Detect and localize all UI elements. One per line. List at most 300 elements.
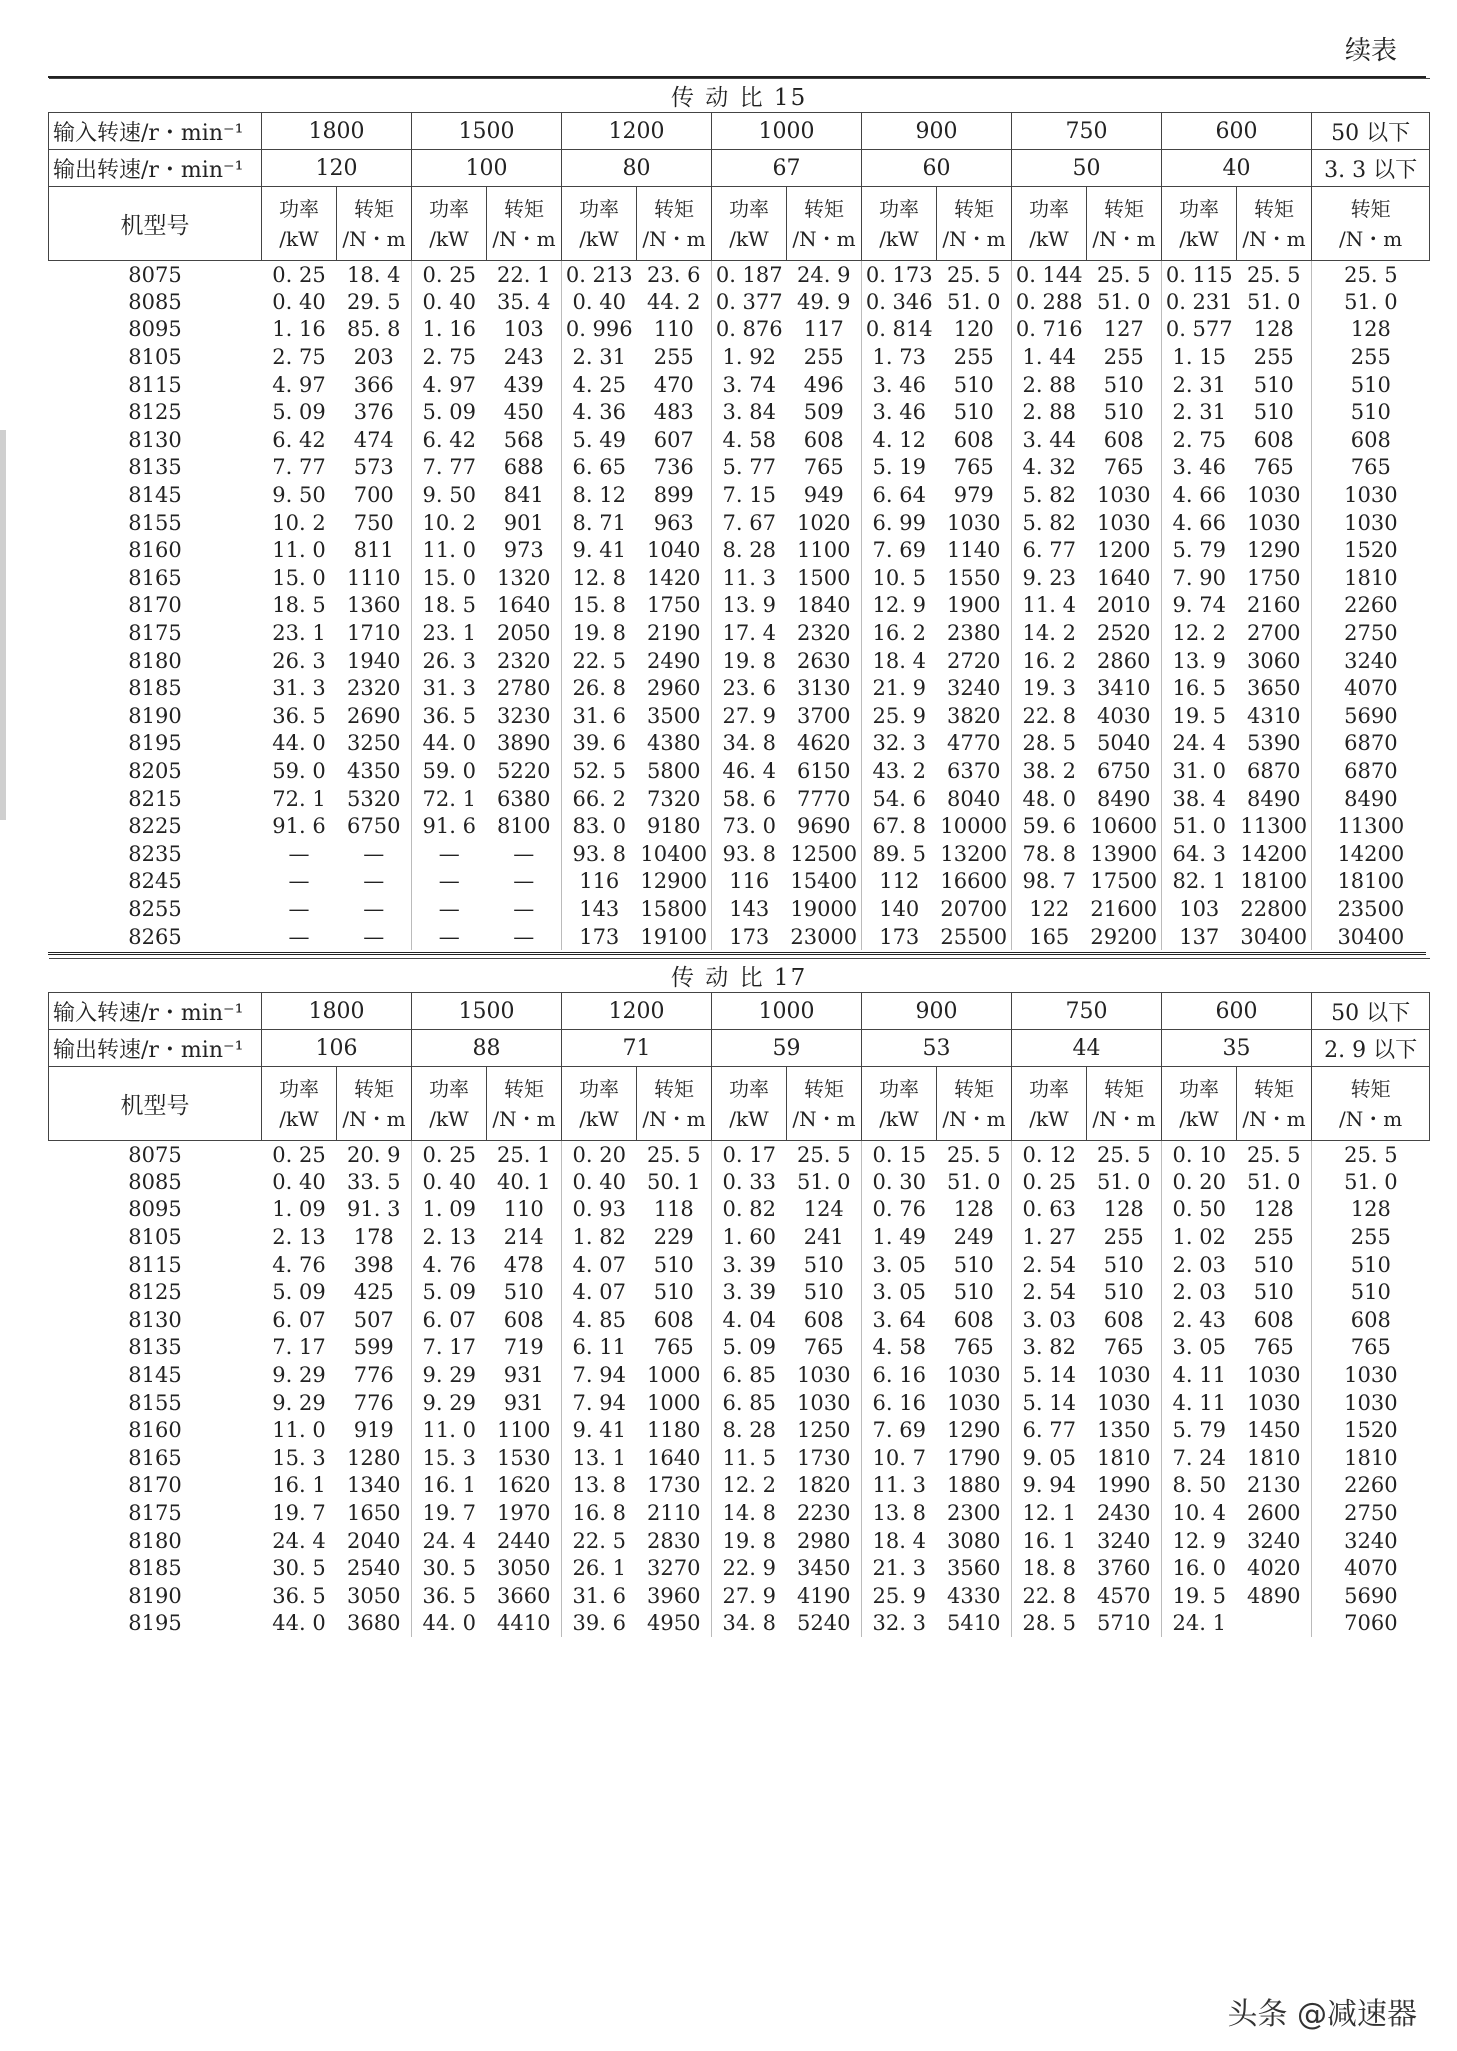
table-cell: 3240	[1237, 1527, 1312, 1555]
table-cell: 12. 9	[872, 593, 926, 618]
table-cell: 25. 5	[637, 1141, 712, 1169]
table-cell: —	[487, 895, 562, 923]
model-number: 8125	[128, 400, 182, 425]
model-label: 机型号	[49, 1067, 262, 1141]
output-speed: 2. 9 以下	[1312, 1030, 1430, 1067]
table-cell: 23. 1	[422, 621, 476, 646]
table-cell: 2. 31	[1172, 400, 1226, 425]
table-cell: 6380	[487, 785, 562, 813]
table-cell: 11. 5	[722, 1445, 776, 1470]
table-cell: 16. 8	[572, 1501, 626, 1526]
table-cell: 14. 8	[722, 1501, 776, 1526]
unit-symbol: /kW	[1029, 226, 1069, 251]
table-cell: 19. 7	[422, 1501, 476, 1526]
table-cell: 8490	[1237, 785, 1312, 813]
table-cell: 3130	[787, 674, 862, 702]
table-cell: 7. 77	[272, 455, 326, 480]
table-row	[49, 1389, 1430, 1417]
unit-symbol: /N・m	[1092, 1106, 1156, 1131]
table-cell: 25. 5	[1344, 262, 1398, 287]
model-number: 8155	[128, 1390, 182, 1415]
table-cell: 10600	[1087, 812, 1162, 840]
table-cell: 4. 25	[572, 372, 626, 397]
table-cell: 25. 5	[1087, 1141, 1162, 1169]
model-number: 8255	[128, 896, 182, 921]
table-cell: 11. 0	[422, 1418, 476, 1443]
table-cell: 1290	[937, 1416, 1012, 1444]
table-cell: 1280	[337, 1444, 412, 1472]
table-cell: 5040	[1087, 730, 1162, 758]
unit-name: 转矩	[354, 1076, 394, 1101]
table-cell: 23. 6	[637, 261, 712, 289]
table-cell: 52. 5	[572, 758, 626, 783]
output-speed: 40	[1162, 150, 1312, 187]
table-cell: 2. 75	[422, 345, 476, 370]
table-cell: 0. 30	[872, 1169, 926, 1194]
table-cell: 3. 05	[1172, 1335, 1226, 1360]
table-cell: 1990	[1087, 1472, 1162, 1500]
output-speed-label: 输出转速/r・min⁻¹	[49, 1030, 262, 1067]
unit-name: 转矩	[804, 196, 844, 221]
table-cell: 0. 12	[1022, 1142, 1076, 1167]
table-cell: 1530	[487, 1444, 562, 1472]
table-cell: 173	[729, 924, 770, 949]
table-cell: 44. 0	[272, 1611, 326, 1636]
table-cell: 2130	[1237, 1472, 1312, 1500]
table-cell: 5320	[337, 785, 412, 813]
table-cell: 143	[729, 896, 770, 921]
table-cell: 51. 0	[937, 1168, 1012, 1196]
table-cell: 28. 5	[1022, 1611, 1076, 1636]
table-cell: 25. 5	[1237, 261, 1312, 289]
table-cell: 765	[787, 454, 862, 482]
input-speed: 1500	[412, 113, 562, 150]
model-number: 8190	[128, 1583, 182, 1608]
table-cell: 9. 29	[422, 1363, 476, 1388]
table-cell: 11. 0	[272, 1418, 326, 1443]
table-cell: 5800	[637, 757, 712, 785]
table-cell: 510	[1237, 371, 1312, 399]
table-cell: 128	[1087, 1196, 1162, 1224]
unit-symbol: /kW	[279, 226, 319, 251]
table-cell: 10400	[637, 840, 712, 868]
unit-name: 转矩	[1104, 1076, 1144, 1101]
table-row	[49, 316, 1430, 344]
table-cell: 1030	[937, 1361, 1012, 1389]
table-cell: 103	[1179, 896, 1220, 921]
table-cell: 5. 77	[722, 455, 776, 480]
table-cell: 82. 1	[1172, 869, 1226, 894]
table-cell: 7. 77	[422, 455, 476, 480]
table-cell: 5690	[1344, 703, 1398, 728]
table-cell: 3. 39	[722, 1280, 776, 1305]
continued-label: 续表	[1344, 36, 1397, 66]
table-cell: 14. 2	[1022, 621, 1076, 646]
table-cell: 2160	[1237, 592, 1312, 620]
unit-symbol: /N・m	[1242, 1106, 1306, 1131]
table-cell: 110	[487, 1196, 562, 1224]
table-cell: 2300	[937, 1499, 1012, 1527]
unit-symbol: /N・m	[792, 1106, 856, 1131]
table-cell: 4. 12	[872, 427, 926, 452]
table-cell: 5. 09	[722, 1335, 776, 1360]
table-cell: 241	[787, 1223, 862, 1251]
table-cell: 5. 79	[1172, 538, 1226, 563]
table-cell: 2980	[787, 1527, 862, 1555]
table-cell: 765	[937, 454, 1012, 482]
table-cell: 1520	[1344, 538, 1398, 563]
model-label: 机型号	[49, 187, 262, 261]
model-number: 8190	[128, 703, 182, 728]
torque-unit-header	[787, 187, 862, 261]
table-cell: 25. 9	[872, 1583, 926, 1608]
table-cell: 4. 66	[1172, 510, 1226, 535]
table-cell: 3. 46	[1172, 455, 1226, 480]
table-cell: 0. 144	[1015, 262, 1083, 287]
table-row	[49, 647, 1430, 675]
table-cell: 765	[1087, 1334, 1162, 1362]
table-cell: 9. 05	[1022, 1445, 1076, 1470]
table-cell: 2. 13	[422, 1225, 476, 1250]
table-row	[49, 840, 1430, 868]
table-cell: 1520	[1344, 1418, 1398, 1443]
table-cell: 2630	[787, 647, 862, 675]
table-cell: 51. 0	[1087, 1168, 1162, 1196]
unit-symbol: /kW	[1179, 226, 1219, 251]
table-cell: 8. 28	[722, 1418, 776, 1443]
table-cell: 25. 5	[1087, 261, 1162, 289]
table-cell: 13. 1	[572, 1445, 626, 1470]
table-cell: 93. 8	[572, 841, 626, 866]
unit-symbol: /N・m	[642, 1106, 706, 1131]
table-cell: 3820	[937, 702, 1012, 730]
table-cell: 0. 40	[572, 1169, 626, 1194]
table-cell: 9. 94	[1022, 1473, 1076, 1498]
table-cell: 1030	[1344, 1363, 1398, 1388]
model-number: 8195	[128, 1611, 182, 1636]
table-cell: 1730	[787, 1444, 862, 1472]
model-number: 8075	[128, 1142, 182, 1167]
table-cell: 22. 8	[1022, 703, 1076, 728]
table-cell: 507	[337, 1306, 412, 1334]
table-cell: 112	[879, 869, 920, 894]
table-cell: 3680	[337, 1610, 412, 1638]
table-cell: 6750	[337, 812, 412, 840]
table-cell: 33. 5	[337, 1168, 412, 1196]
table-cell: 510	[1087, 371, 1162, 399]
power-unit-header	[712, 1067, 787, 1141]
table-cell: 3500	[637, 702, 712, 730]
table-cell: 255	[1350, 1225, 1391, 1250]
table-cell: 1500	[787, 564, 862, 592]
table-cell: 4. 36	[572, 400, 626, 425]
table-cell: 59. 0	[272, 758, 326, 783]
table-cell: 16600	[937, 868, 1012, 896]
table-cell: 243	[487, 343, 562, 371]
table-cell: 4770	[937, 730, 1012, 758]
unit-symbol: /N・m	[342, 226, 406, 251]
table-cell: 5240	[787, 1610, 862, 1638]
table-cell: 6. 11	[572, 1335, 626, 1360]
table-cell: 608	[937, 1306, 1012, 1334]
table-cell: 1100	[487, 1416, 562, 1444]
output-speed-label: 输出转速/r・min⁻¹	[49, 150, 262, 187]
table-cell: 1030	[1087, 1361, 1162, 1389]
table-cell: 11300	[1337, 814, 1405, 839]
table-cell: 22. 5	[572, 648, 626, 673]
table-cell: 1030	[1087, 481, 1162, 509]
unit-name: 功率	[879, 196, 919, 221]
table-cell: 2. 75	[272, 345, 326, 370]
table-cell: 51. 0	[1087, 288, 1162, 316]
table-row	[49, 454, 1430, 482]
model-number: 8105	[128, 1225, 182, 1250]
model-number: 8105	[128, 345, 182, 370]
table-cell: 2750	[1344, 1501, 1398, 1526]
torque-unit-header	[637, 187, 712, 261]
table-cell: 398	[337, 1251, 412, 1279]
unit-name: 功率	[579, 196, 619, 221]
unit-symbol: /kW	[1029, 1106, 1069, 1131]
table-cell: 18. 8	[1022, 1556, 1076, 1581]
table-cell: 6. 99	[872, 510, 926, 535]
table-cell: 931	[487, 1361, 562, 1389]
table-cell: 3. 64	[872, 1307, 926, 1332]
table-cell: 18100	[1237, 868, 1312, 896]
table-row	[49, 1223, 1430, 1251]
table-cell: 30. 5	[422, 1556, 476, 1581]
table-cell: 11. 4	[1022, 593, 1076, 618]
table-cell: 3. 39	[722, 1252, 776, 1277]
table-cell: 93. 8	[722, 841, 776, 866]
table-cell: 931	[487, 1389, 562, 1417]
table-cell: 1290	[1237, 536, 1312, 564]
table-cell: 0. 76	[872, 1197, 926, 1222]
table-cell: 5. 82	[1022, 483, 1076, 508]
table-cell: 9. 29	[272, 1390, 326, 1415]
table-cell: 608	[1087, 426, 1162, 454]
table-cell: 3060	[1237, 647, 1312, 675]
table-cell: 21. 9	[872, 676, 926, 701]
table-cell: 22. 5	[572, 1528, 626, 1553]
table-cell: 24. 4	[1172, 731, 1226, 756]
table-cell: 10. 7	[872, 1445, 926, 1470]
table-cell: 510	[1350, 1280, 1391, 1305]
table-cell: 2. 54	[1022, 1252, 1076, 1277]
table-cell: 608	[1237, 426, 1312, 454]
table-cell: 366	[337, 371, 412, 399]
scan-edge	[0, 430, 6, 820]
table-cell: 19000	[787, 895, 862, 923]
table-cell: 4. 76	[272, 1252, 326, 1277]
table-cell: 7. 17	[272, 1335, 326, 1360]
table-cell: 73. 0	[722, 814, 776, 839]
table-cell: 510	[1350, 372, 1391, 397]
table-cell: 128	[937, 1196, 1012, 1224]
table-cell: 14200	[1237, 840, 1312, 868]
unit-name: 功率	[429, 196, 469, 221]
table-cell: 8040	[937, 785, 1012, 813]
watermark: 头条 @减速器	[1227, 1997, 1417, 2032]
model-number: 8180	[128, 648, 182, 673]
output-speed: 71	[562, 1030, 712, 1067]
table-cell: 29. 5	[337, 288, 412, 316]
table-row	[49, 1251, 1430, 1279]
table-cell: —	[337, 868, 412, 896]
table-cell: 19. 5	[1172, 703, 1226, 728]
table-cell: 1. 27	[1022, 1225, 1076, 1250]
table-cell: 59. 6	[1022, 814, 1076, 839]
model-number: 8130	[128, 1307, 182, 1332]
table-cell: 58. 6	[722, 786, 776, 811]
table-cell: 1030	[787, 1389, 862, 1417]
table-row	[49, 1168, 1430, 1196]
table-cell: 510	[1087, 1251, 1162, 1279]
table-cell: 9. 41	[572, 1418, 626, 1443]
table-row	[49, 343, 1430, 371]
model-number: 8085	[128, 1169, 182, 1194]
table-cell: 474	[337, 426, 412, 454]
table-cell: 6. 64	[872, 483, 926, 508]
table-cell: 2720	[937, 647, 1012, 675]
table-cell: 20. 9	[337, 1141, 412, 1169]
table-row	[49, 426, 1430, 454]
table-cell: 0. 173	[865, 262, 933, 287]
unit-symbol: /N・m	[342, 1106, 406, 1131]
table-cell: 0. 25	[422, 1142, 476, 1167]
table-cell: 3250	[337, 730, 412, 758]
table-cell: 9. 29	[422, 1390, 476, 1415]
model-number: 8185	[128, 1556, 182, 1581]
table-cell: 10. 2	[422, 510, 476, 535]
table-row	[49, 261, 1430, 289]
table-cell: 0. 82	[722, 1197, 776, 1222]
table-cell: 6370	[937, 757, 1012, 785]
table-cell: 255	[637, 343, 712, 371]
table-row	[49, 1527, 1430, 1555]
table-cell: 13200	[937, 840, 1012, 868]
table-cell: 140	[879, 896, 920, 921]
table-cell: 21. 3	[872, 1556, 926, 1581]
table-cell: 16. 0	[1172, 1556, 1226, 1581]
table-cell: 0. 40	[272, 289, 326, 314]
table-cell: 4310	[1237, 702, 1312, 730]
torque-unit-header	[937, 187, 1012, 261]
table-cell: 3700	[787, 702, 862, 730]
table-cell: 19. 8	[572, 621, 626, 646]
table-cell: 4890	[1237, 1582, 1312, 1610]
input-speed: 50 以下	[1312, 113, 1430, 150]
table-cell: 1450	[1237, 1416, 1312, 1444]
table-cell: 5. 09	[422, 400, 476, 425]
table-cell: 8. 50	[1172, 1473, 1226, 1498]
table-row	[49, 509, 1430, 537]
input-speed: 1500	[412, 993, 562, 1030]
table-cell: 203	[337, 343, 412, 371]
table-cell: 5. 14	[1022, 1390, 1076, 1415]
table-cell: 1. 09	[272, 1197, 326, 1222]
output-speed: 88	[412, 1030, 562, 1067]
table-cell: 24. 9	[787, 261, 862, 289]
table-cell: 5690	[1344, 1583, 1398, 1608]
table-cell: —	[288, 841, 310, 866]
table-cell: 2110	[637, 1499, 712, 1527]
table-cell: 1030	[787, 1361, 862, 1389]
table-cell: 10. 4	[1172, 1501, 1226, 1526]
table-cell: 0. 40	[272, 1169, 326, 1194]
table-cell: 1. 44	[1022, 345, 1076, 370]
table-cell: 0. 50	[1172, 1197, 1226, 1222]
model-number: 8235	[128, 841, 182, 866]
model-number: 8135	[128, 455, 182, 480]
table-cell: 15. 3	[272, 1445, 326, 1470]
table-cell: 13. 9	[722, 593, 776, 618]
table-cell: 765	[1350, 455, 1391, 480]
table-cell: 51. 0	[1237, 288, 1312, 316]
table-cell: 0. 115	[1165, 262, 1233, 287]
table-cell: 2320	[337, 674, 412, 702]
table-cell: 0. 93	[572, 1197, 626, 1222]
table-cell: 1810	[1344, 565, 1398, 590]
table-cell: 5. 09	[272, 1280, 326, 1305]
table-cell: 165	[1029, 924, 1070, 949]
table-cell: 12. 1	[1022, 1501, 1076, 1526]
table-cell: 6. 07	[422, 1307, 476, 1332]
table-cell: 36. 5	[422, 703, 476, 728]
torque-unit-header	[787, 1067, 862, 1141]
table-cell: 7. 69	[872, 538, 926, 563]
table-cell: 1. 49	[872, 1225, 926, 1250]
table-cell: 510	[637, 1251, 712, 1279]
table-cell: 17. 4	[722, 621, 776, 646]
table-cell: 11. 0	[272, 538, 326, 563]
unit-name: 转矩	[504, 196, 544, 221]
input-speed: 600	[1162, 113, 1312, 150]
table-cell: 11. 0	[422, 538, 476, 563]
table-row	[49, 1499, 1430, 1527]
table-cell: 1420	[637, 564, 712, 592]
table-cell: 137	[1179, 924, 1220, 949]
table-cell: 255	[1237, 343, 1312, 371]
torque-unit-header	[337, 1067, 412, 1141]
table-cell: 3410	[1087, 674, 1162, 702]
table-cell: 608	[1237, 1306, 1312, 1334]
table-cell: 22. 9	[722, 1556, 776, 1581]
table-row	[49, 1416, 1430, 1444]
table-cell: 1. 60	[722, 1225, 776, 1250]
table-cell: 4. 32	[1022, 455, 1076, 480]
table-cell: 12. 2	[1172, 621, 1226, 646]
table-cell: 5. 79	[1172, 1418, 1226, 1443]
unit-symbol: /kW	[279, 1106, 319, 1131]
table-cell: 478	[487, 1251, 562, 1279]
table-cell: 4410	[487, 1610, 562, 1638]
table-cell: 12900	[637, 868, 712, 896]
table-cell: 0. 63	[1022, 1197, 1076, 1222]
table-cell: 36. 5	[422, 1583, 476, 1608]
table-cell: —	[438, 924, 460, 949]
table-cell: 4. 97	[272, 372, 326, 397]
model-number: 8165	[128, 1445, 182, 1470]
table-cell: 1030	[1087, 509, 1162, 537]
table-cell: 3050	[487, 1554, 562, 1582]
table-cell: 3. 84	[722, 400, 776, 425]
table-cell: 36. 5	[272, 703, 326, 728]
table-cell: 1100	[787, 536, 862, 564]
table-cell: —	[438, 841, 460, 866]
table-cell: 16. 5	[1172, 676, 1226, 701]
table-cell: 510	[937, 398, 1012, 426]
